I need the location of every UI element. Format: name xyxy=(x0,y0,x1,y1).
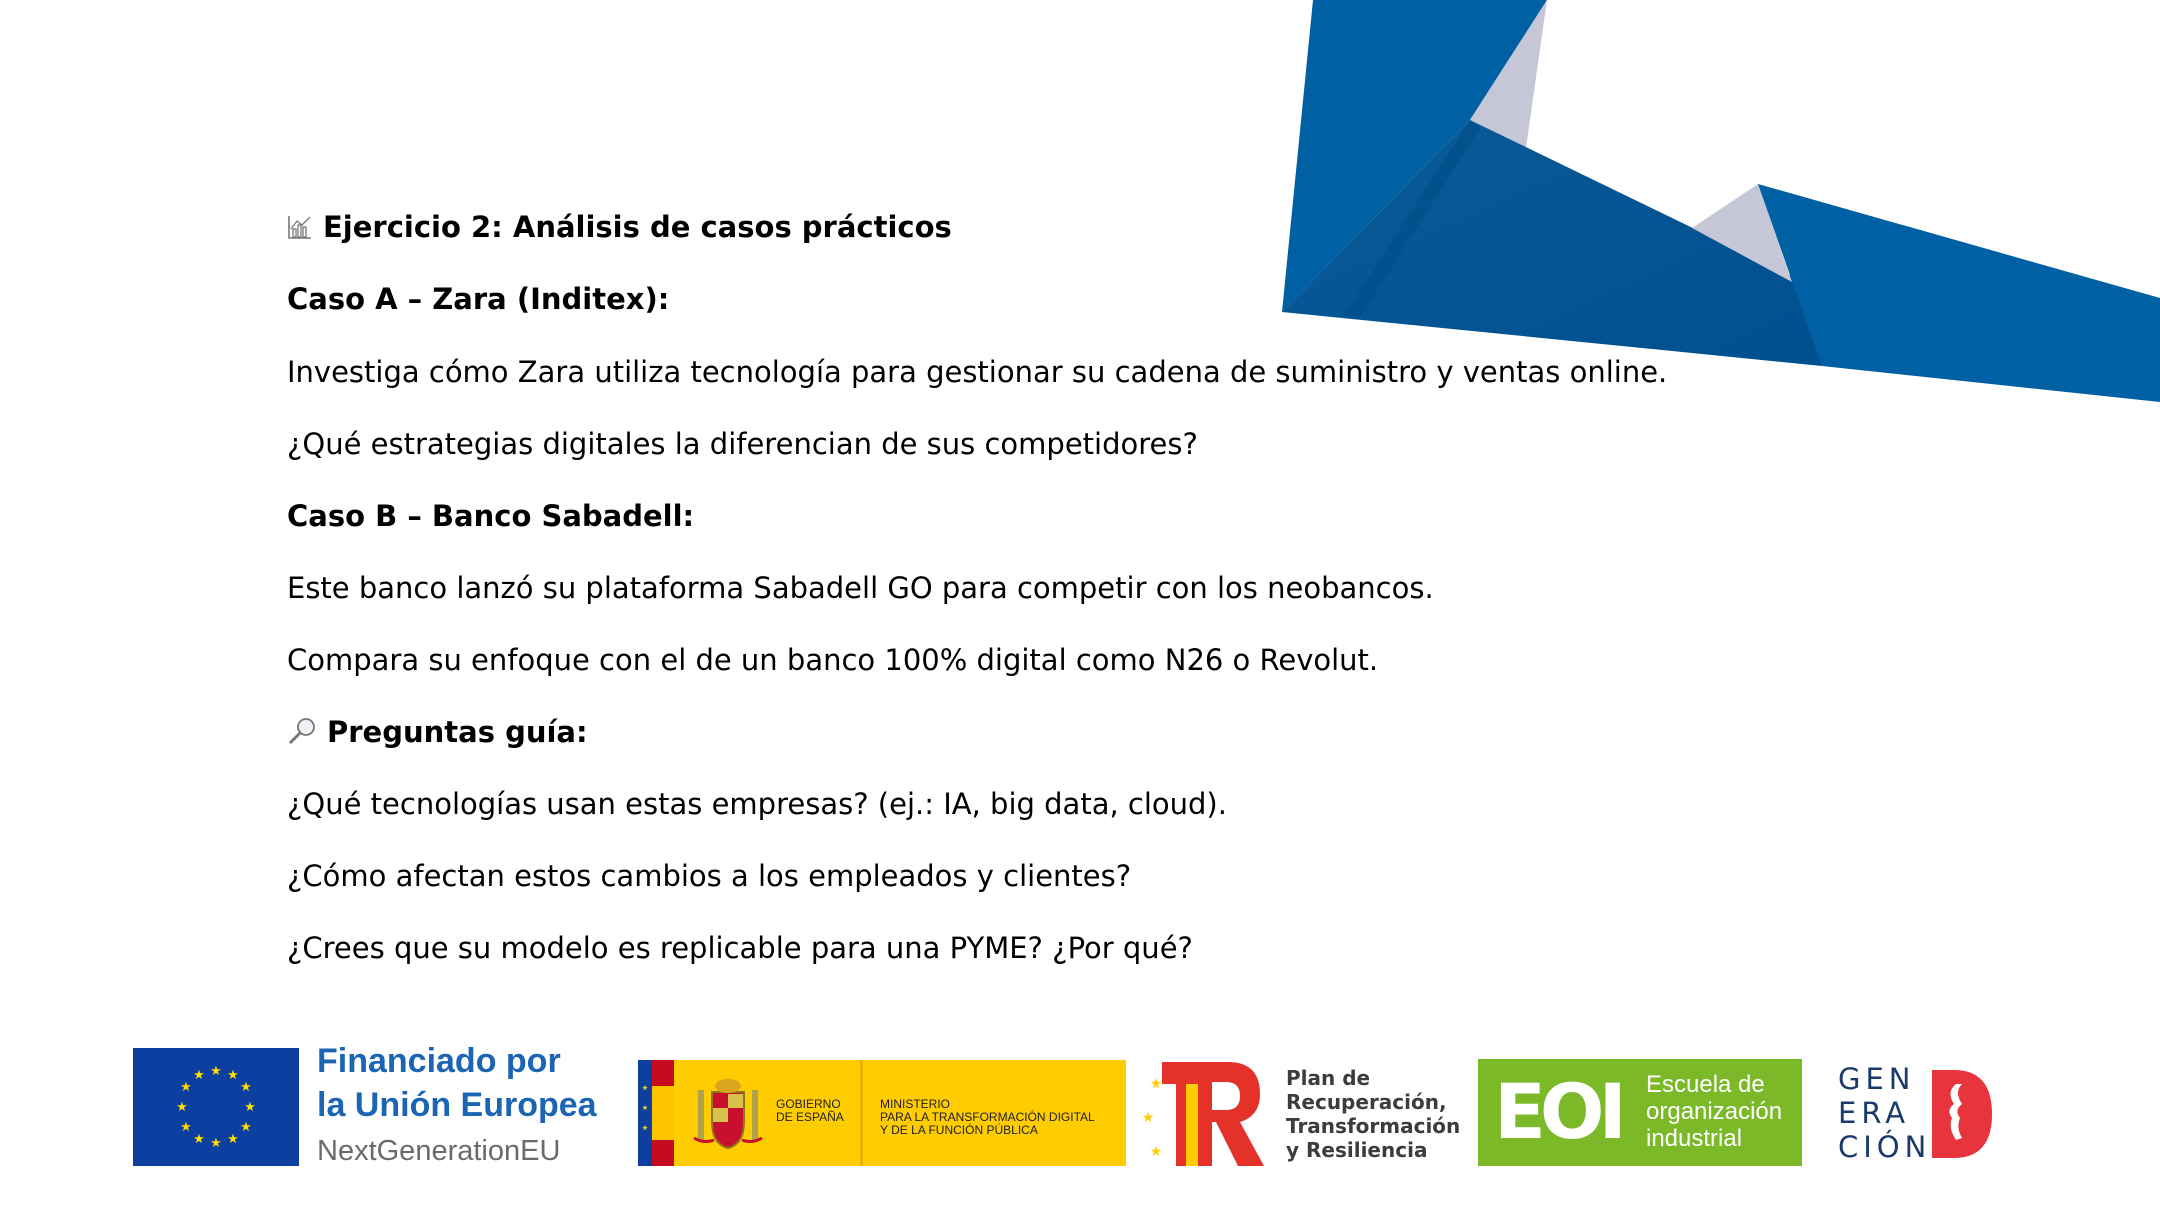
case-a-paragraph-2: ¿Qué estrategias digitales la diferencian de sus competidores? xyxy=(287,427,1198,461)
generacion-d-logo xyxy=(1838,1062,1998,1167)
question-3: ¿Crees que su modelo es replicable para una PYME? ¿Por qué? xyxy=(287,931,1193,965)
generacion-text: GEN ERA CIÓN xyxy=(1838,1062,1932,1164)
gobierno-text: GOBIERNO DE ESPAÑA xyxy=(776,1097,844,1124)
eu-flag-logo xyxy=(133,1048,299,1166)
question-1: ¿Qué tecnologías usan estas empresas? (ej.: IA, big data, cloud). xyxy=(287,787,1227,821)
svg-text:★: ★ xyxy=(641,1084,649,1092)
generacion-d-mark xyxy=(1926,1064,1998,1164)
questions-title-text: Preguntas guía: xyxy=(327,715,588,749)
svg-text:★: ★ xyxy=(193,1132,205,1147)
bar-chart-icon xyxy=(287,212,313,248)
gob-divider xyxy=(860,1060,863,1166)
case-b-title: Caso B – Banco Sabadell: xyxy=(287,499,695,533)
svg-text:★: ★ xyxy=(227,1132,239,1147)
eoi-mark: EOI xyxy=(1494,1067,1621,1156)
svg-text:★: ★ xyxy=(210,1064,222,1079)
svg-text:★: ★ xyxy=(193,1068,205,1083)
case-a-paragraph-1: Investiga cómo Zara utiliza tecnología para gestionar su cadena de suministro y ventas online. xyxy=(287,355,1668,389)
heading-text: Ejercicio 2: Análisis de casos prácticos xyxy=(323,210,952,244)
eu-funding-line2: la Unión Europea xyxy=(317,1086,597,1124)
svg-text:★: ★ xyxy=(210,1136,222,1151)
plan-recuperacion-logo xyxy=(1140,1058,1270,1168)
svg-text:★: ★ xyxy=(180,1120,192,1135)
svg-text:★: ★ xyxy=(227,1068,239,1083)
magnifier-icon xyxy=(287,717,317,753)
eu-funding-line1: Financiado por xyxy=(317,1042,561,1080)
eoi-logo xyxy=(1478,1059,1802,1166)
gobierno-espana-logo xyxy=(638,1060,1126,1166)
eu-funding-line3: NextGenerationEU xyxy=(317,1135,561,1167)
svg-text:★: ★ xyxy=(1141,1110,1155,1126)
svg-text:★: ★ xyxy=(1149,1144,1163,1160)
question-2: ¿Cómo afectan estos cambios a los empleados y clientes? xyxy=(287,859,1132,893)
funding-footer xyxy=(0,1040,2160,1180)
case-a-title: Caso A – Zara (Inditex): xyxy=(287,282,670,316)
case-b-paragraph-1: Este banco lanzó su plataforma Sabadell GO para competir con los neobancos. xyxy=(287,571,1434,605)
exercise-heading xyxy=(287,209,952,248)
svg-text:★: ★ xyxy=(180,1080,192,1095)
svg-text:★: ★ xyxy=(240,1120,252,1135)
svg-text:★: ★ xyxy=(176,1100,188,1115)
svg-text:★: ★ xyxy=(1149,1076,1163,1092)
coat-of-arms-icon xyxy=(690,1074,766,1154)
svg-text:★: ★ xyxy=(641,1104,649,1112)
spain-eu-flag-strip xyxy=(638,1060,674,1166)
plan-recuperacion-text: Plan de Recuperación, Transformación y Resiliencia xyxy=(1286,1066,1461,1162)
eoi-text: Escuela de organización industrial xyxy=(1646,1071,1783,1152)
case-b-paragraph-2: Compara su enfoque con el de un banco 100% digital como N26 o Revolut. xyxy=(287,643,1379,677)
blue-band-right xyxy=(1758,184,2160,402)
questions-heading xyxy=(287,714,588,753)
ministerio-text: MINISTERIO PARA LA TRANSFORMACIÓN DIGITAL Y DE LA FUNCIÓN PÚBLICA xyxy=(880,1097,1095,1137)
svg-text:★: ★ xyxy=(641,1124,649,1132)
svg-text:★: ★ xyxy=(244,1100,256,1115)
svg-text:★: ★ xyxy=(240,1080,252,1095)
